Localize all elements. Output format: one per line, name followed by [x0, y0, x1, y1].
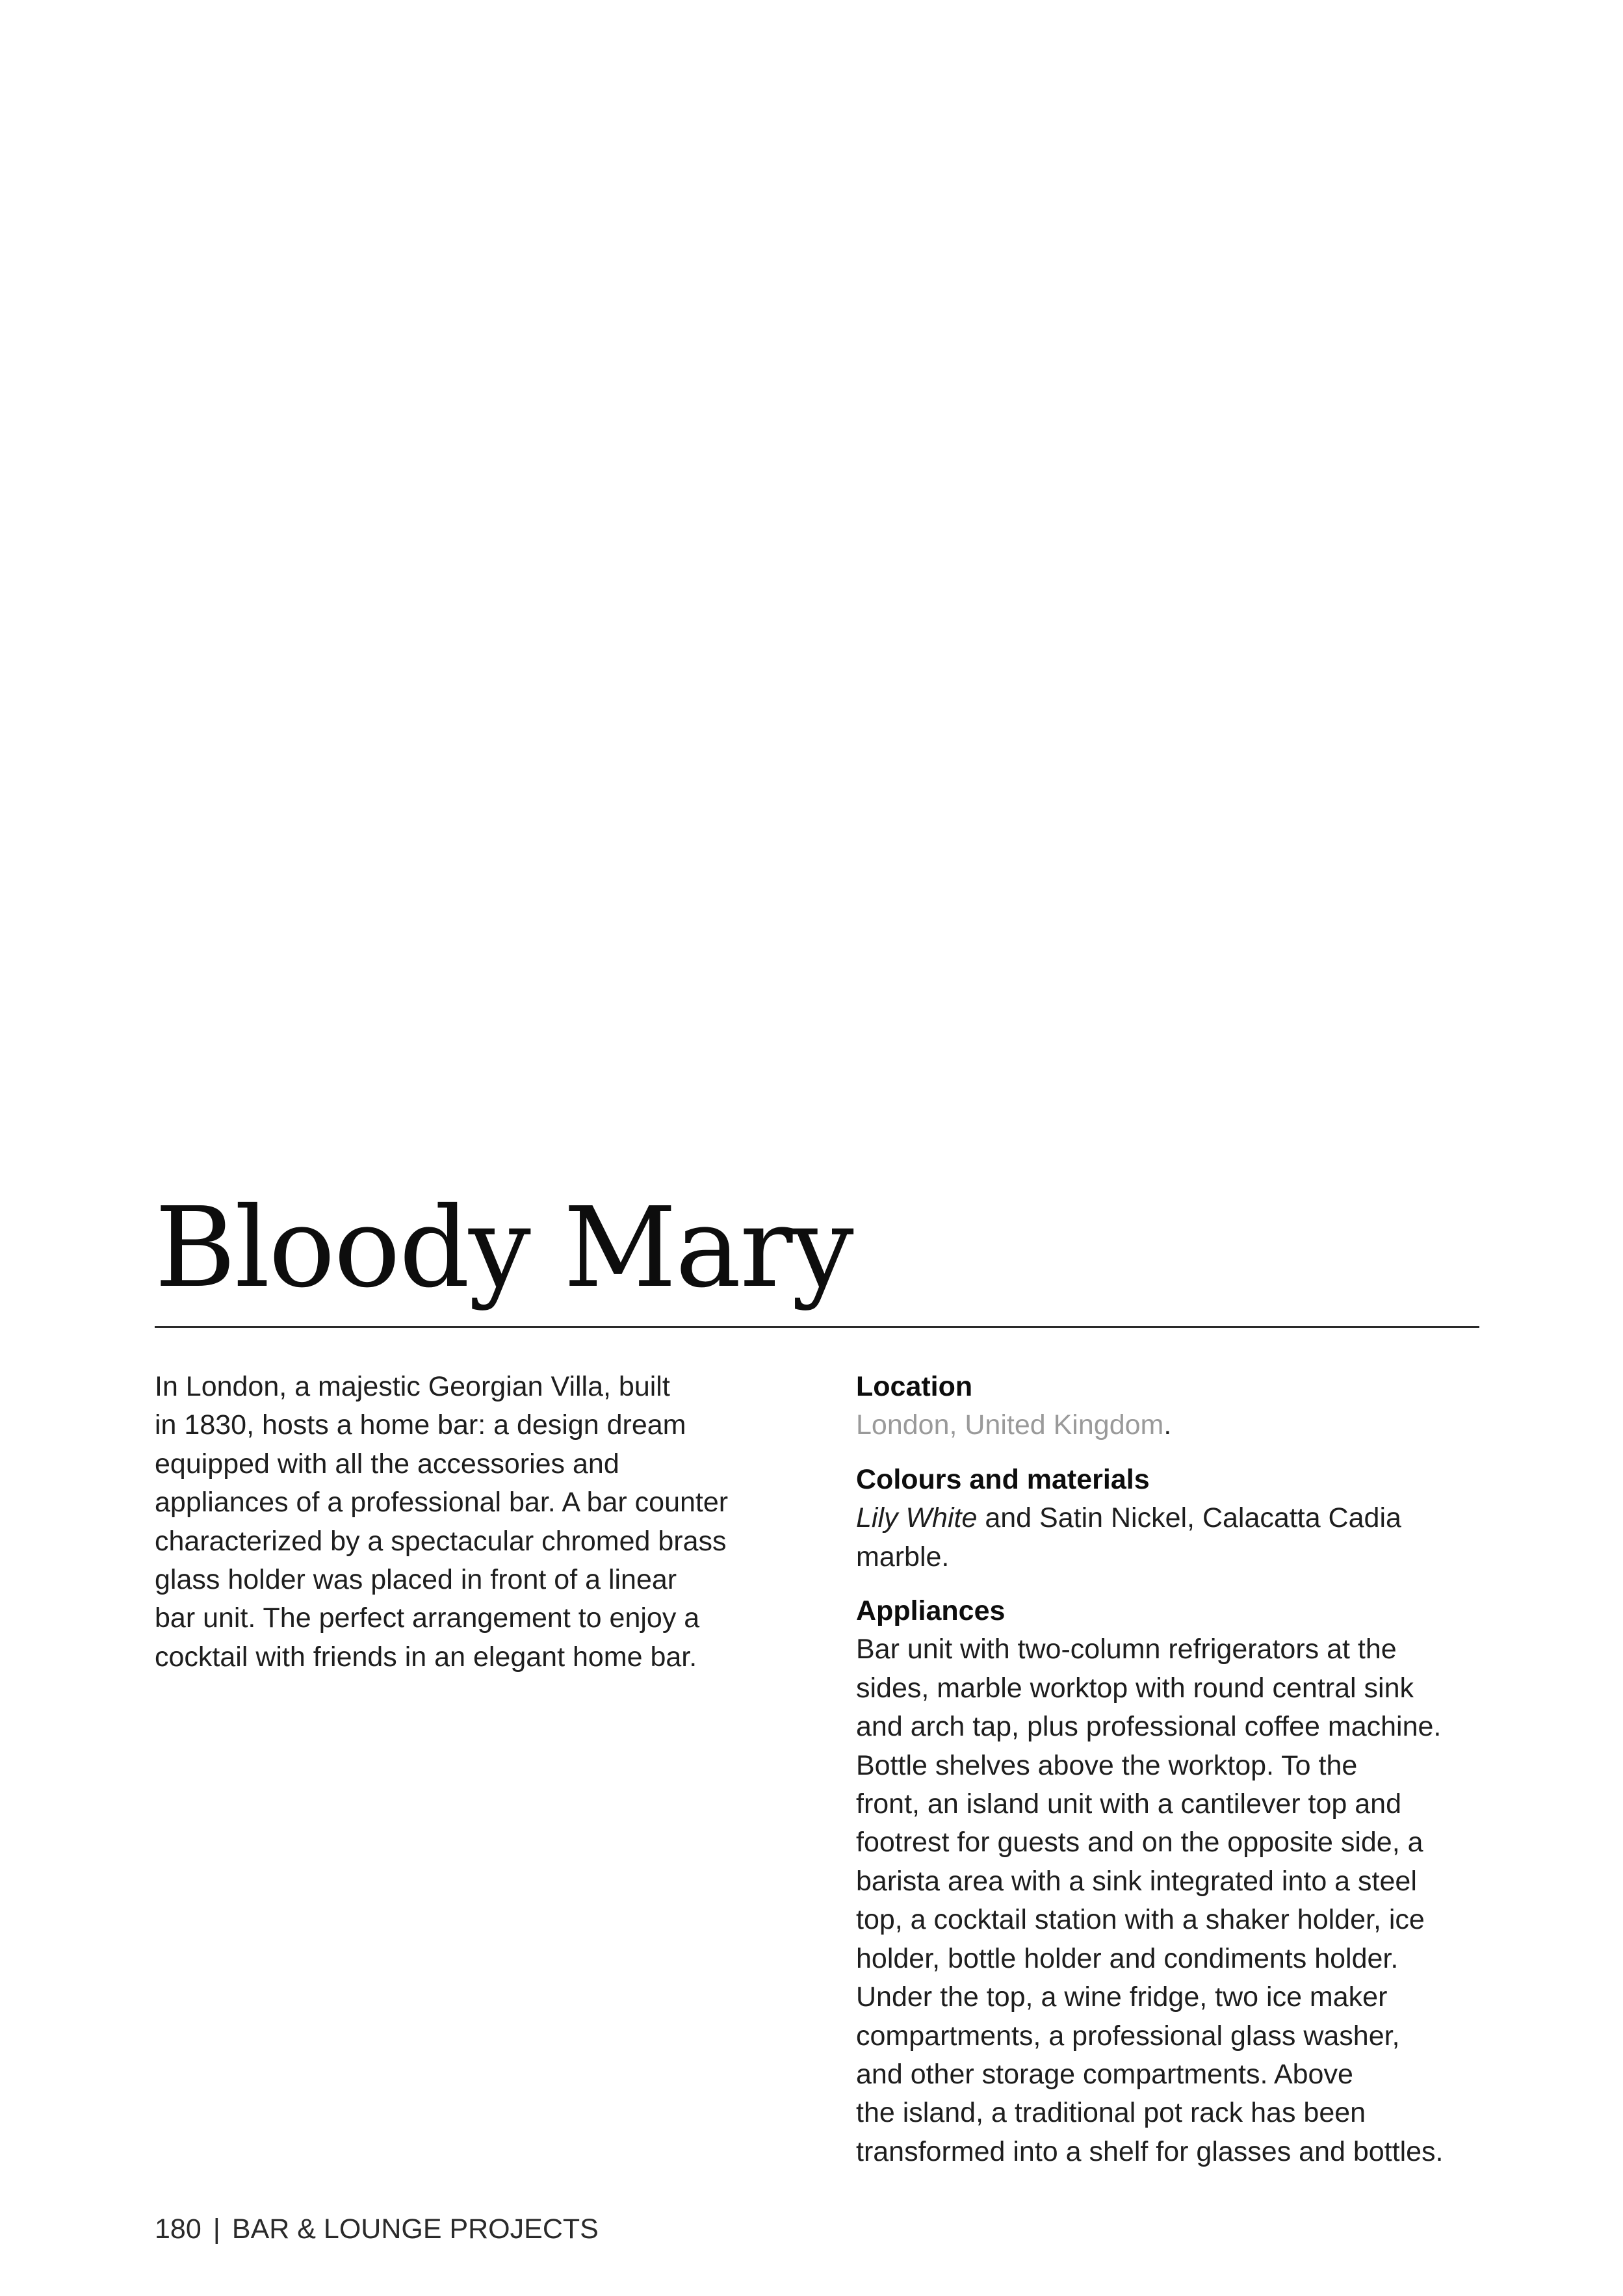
appliances-line: front, an island unit with a cantilever top and: [856, 1788, 1402, 1820]
appliances-line: barista area with a sink integrated into a steel: [856, 1865, 1417, 1897]
appliances-line: compartments, a professional glass washer,: [856, 2020, 1400, 2052]
intro-line: in 1830, hosts a home bar: a design dream: [155, 1409, 686, 1441]
location-section: [856, 1368, 1506, 1445]
page-title: Bloody Mary: [155, 1184, 853, 1312]
intro-line: glass holder was placed in front of a linear: [155, 1564, 677, 1596]
appliances-line: Bottle shelves above the worktop. To the: [856, 1749, 1358, 1781]
section-title: BAR & LOUNGE PROJECTS: [231, 2213, 599, 2245]
colours-line: marble.: [856, 1541, 950, 1572]
appliances-line: and other storage compartments. Above: [856, 2058, 1353, 2090]
intro-line: characterized by a spectacular chromed brass: [155, 1525, 727, 1557]
colours-line-rest: and Satin Nickel, Calacatta Cadia: [977, 1502, 1401, 1534]
project-details: [856, 1368, 1506, 2171]
appliances-line: top, a cocktail station with a shaker holder, ice: [856, 1904, 1425, 1936]
intro-line: cocktail with friends in an elegant home bar.: [155, 1641, 697, 1673]
appliances-line: footrest for guests and on the opposite side, a: [856, 1827, 1423, 1859]
page-footer: [155, 2210, 599, 2249]
location-punctuation: .: [1163, 1409, 1172, 1441]
appliances-line: Under the top, a wine fridge, two ice maker: [856, 1981, 1388, 2013]
location-value: London, United Kingdom: [856, 1409, 1164, 1441]
appliances-line: transformed into a shelf for glasses and bottles.: [856, 2135, 1444, 2167]
intro-line: appliances of a professional bar. A bar counter: [155, 1487, 729, 1519]
intro-line: bar unit. The perfect arrangement to enjoy a: [155, 1602, 700, 1634]
page-number: 180: [155, 2213, 201, 2245]
appliances-section: [856, 1592, 1506, 2171]
appliances-line: holder, bottle holder and condiments holder.: [856, 1942, 1399, 1974]
footer-separator: |: [213, 2213, 220, 2245]
colours-body: [856, 1499, 1506, 1576]
colours-section: [856, 1461, 1506, 1576]
appliances-line: sides, marble worktop with round central sink: [856, 1672, 1414, 1704]
appliances-body: [856, 1630, 1506, 2171]
colours-heading: Colours and materials: [856, 1463, 1150, 1495]
title-divider: [155, 1326, 1479, 1328]
appliances-line: Bar unit with two-column refrigerators at the: [856, 1634, 1397, 1665]
appliances-line: the island, a traditional pot rack has been: [856, 2097, 1366, 2129]
intro-line: In London, a majestic Georgian Villa, built: [155, 1371, 670, 1402]
appliances-line: and arch tap, plus professional coffee machine.: [856, 1711, 1442, 1743]
colour-name: Lily White: [856, 1502, 978, 1534]
location-body: [856, 1406, 1506, 1444]
intro-line: equipped with all the accessories and: [155, 1448, 619, 1480]
appliances-heading: Appliances: [856, 1595, 1006, 1627]
location-heading: Location: [856, 1371, 973, 1402]
intro-paragraph: [155, 1368, 805, 1676]
colours-line: [856, 1499, 1506, 1537]
